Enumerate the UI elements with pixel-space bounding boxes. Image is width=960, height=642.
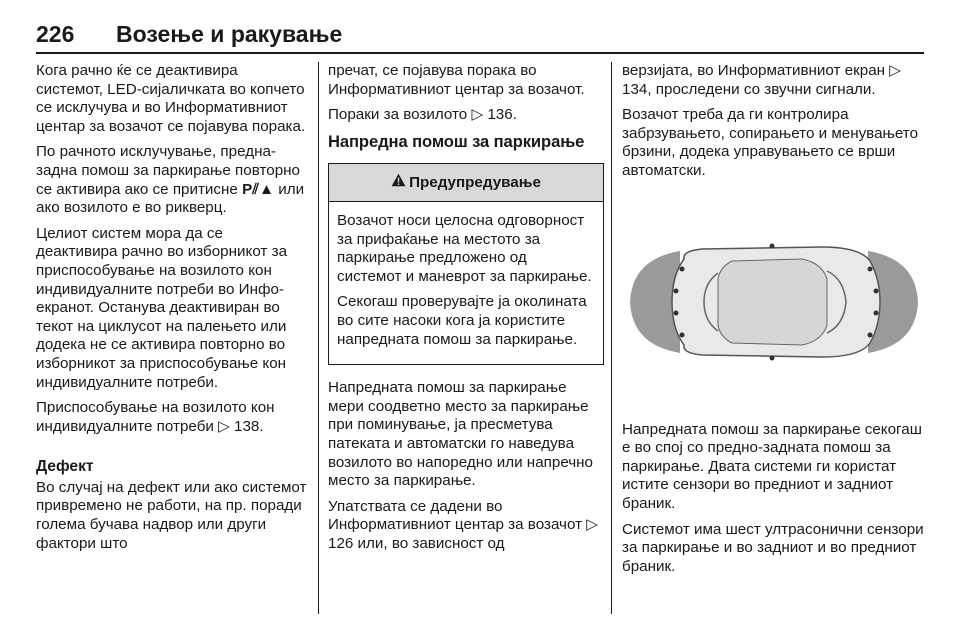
defect-heading: Дефект xyxy=(36,458,94,476)
section-title: Возење и ракување xyxy=(116,21,343,47)
parking-button-icon: P⫽▲ xyxy=(242,180,274,198)
warning-box xyxy=(328,163,604,365)
column-divider-2 xyxy=(611,62,612,614)
warning-triangle-icon xyxy=(391,173,406,193)
car-parking-sensors-diagram-icon xyxy=(622,199,926,405)
paragraph: Во случај на дефект или ако системот привремено не работи, на пр. поради голема бучава надвор или други фактори што xyxy=(36,478,307,552)
paragraph: Системот има шест ултрасонични сензори за паркирање и во задниот и во предниот браник. xyxy=(622,520,924,575)
page-header xyxy=(36,22,924,54)
paragraph: Напредната помош за паркирање секогаш е во спој со предно-задната помош за паркирање. Двата системи ги користат истите сензори во предниот и задниот браник. xyxy=(622,420,922,512)
column-1 xyxy=(36,62,308,560)
paragraph: Упатствата се дадени во Информативниот центар за возачот ▷ 126 или, во зависност од xyxy=(328,497,598,552)
column-2 xyxy=(328,62,604,560)
reference-link[interactable]: Пораки за возилото ▷ 136. xyxy=(328,106,517,124)
paragraph: пречат, се појавува порака во Информативниот центар за возачот. xyxy=(328,62,585,98)
advanced-park-assist-heading: Напредна помош за паркирање xyxy=(328,131,585,151)
warning-paragraph: Секогаш проверувајте ја околината во сите насоки кога ја користите напредната помош за паркирање. xyxy=(337,293,587,348)
paragraph: Целиот систем мора да се деактивира рачно во изборникот за приспособување на возилото кон индивидуалните потреби во Инфо-екранот. Останува деактивиран во текот на циклусот на палењето или додека не се активира повторно во изборникот за приспособување кон индивидуалните потреби. xyxy=(36,224,288,391)
paragraph: верзијата, во Информативниот екран ▷ 134, проследени со звучни сигнали. xyxy=(622,62,901,98)
paragraph: Кога рачно ќе се деактивира системот, LED-сијаличката во копчето се исклучува и во Информативниот центар за возачот се појавува порака. xyxy=(36,62,306,135)
warning-header xyxy=(329,164,603,202)
reference-link[interactable]: Приспособување на возилото кон индивидуалните потреби ▷ 138. xyxy=(36,399,275,435)
paragraph: Возачот треба да ги контролира забрзувањето, сопирањето и менувањето брзини, додека управувањето се врши автоматски. xyxy=(622,106,919,179)
warning-paragraph: Возачот носи целосна одговорност за прифаќање на местото за паркирање предложено од системот и маневрот за паркирање. xyxy=(337,211,592,285)
warning-body xyxy=(329,202,603,364)
paragraph: Напредната помош за паркирање мери соодветно место за паркирање при поминување, ја пресметува патеката и автоматски го наведува возилото во напоредно или напречно место за паркирање. xyxy=(328,379,594,490)
column-3 xyxy=(622,62,926,583)
page-number: 226 xyxy=(36,21,75,47)
column-divider-1 xyxy=(318,62,319,614)
warning-title: Предупредување xyxy=(409,174,541,192)
paragraph-button-info: По рачното исклучување, предна-задна помош за паркирање повторно се активира ако се притисне P⫽▲ или ако возилото е во рикверц. xyxy=(36,143,305,217)
